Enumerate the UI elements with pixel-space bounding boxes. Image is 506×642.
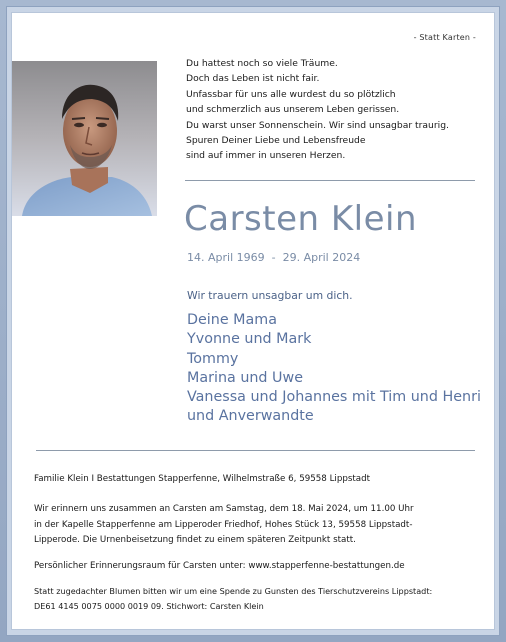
deceased-name: Carsten Klein: [184, 199, 418, 239]
memorial-text: Persönlicher Erinnerungsraum für Carsten unter: www.stapperfenne-bestattungen.de: [34, 561, 405, 571]
portrait-photo: [12, 61, 157, 216]
divider-top: [185, 180, 475, 181]
family-member: Marina und Uwe: [187, 369, 304, 386]
poem-line: Doch das Leben ist nicht fair.: [186, 73, 320, 85]
portrait-icon: [12, 61, 157, 216]
ceremony-line: Wir erinnern uns zusammen an Carsten am Samstag, dem 18. Mai 2024, um 11.00 Uhr: [34, 504, 414, 514]
family-list: [187, 311, 481, 427]
poem-line: Spuren Deiner Liebe und Lebensfreude: [186, 135, 366, 147]
poem-line: Du hattest noch so viele Träume.: [186, 58, 338, 69]
poem-line: sind auf immer in unseren Herzen.: [186, 150, 346, 162]
family-member: Deine Mama: [187, 312, 277, 328]
family-member: und Anverwandte: [187, 408, 314, 425]
statt-karten-note: - Statt Karten -: [413, 33, 476, 42]
ceremony-line: Lipperode. Die Urnenbeisetzung findet zu einem späteren Zeitpunkt statt.: [34, 535, 356, 546]
life-dates: 14. April 1969 - 29. April 2024: [187, 251, 361, 264]
divider-middle: [36, 450, 475, 451]
contact-text: Familie Klein I Bestattungen Stapperfenne, Wilhelmstraße 6, 59558 Lippstadt: [34, 474, 371, 484]
ceremony-block: [34, 502, 494, 549]
ceremony-line: in der Kapelle Stapperfenne am Lipperoder Friedhof, Hohes Stück 13, 59558 Lippstadt-: [34, 519, 413, 530]
mourning-line: Wir trauern unsagbar um dich.: [187, 289, 353, 302]
donation-line: DE61 4145 0075 0000 0019 09. Stichwort: Carsten Klein: [34, 600, 264, 611]
memorial-line: [34, 559, 494, 575]
donation-block: [34, 584, 494, 614]
family-member: Yvonne und Mark: [187, 331, 312, 348]
family-member: Vanessa und Johannes mit Tim und Henri: [187, 389, 481, 406]
poem-line: und schmerzlich aus unserem Leben gerissen.: [186, 104, 400, 116]
obituary-card: [11, 12, 495, 630]
family-member: Tommy: [187, 350, 239, 367]
contact-line: [34, 472, 494, 488]
poem-line: Unfassbar für uns alle wurdest du so plötzlich: [186, 88, 396, 100]
poem-line: Du warst unser Sonnenschein. Wir sind unsagbar traurig.: [186, 119, 449, 131]
donation-line: Statt zugedachter Blumen bitten wir um eine Spende zu Gunsten des Tierschutzvereins Lippstadt:: [34, 586, 433, 596]
poem: [186, 56, 486, 164]
